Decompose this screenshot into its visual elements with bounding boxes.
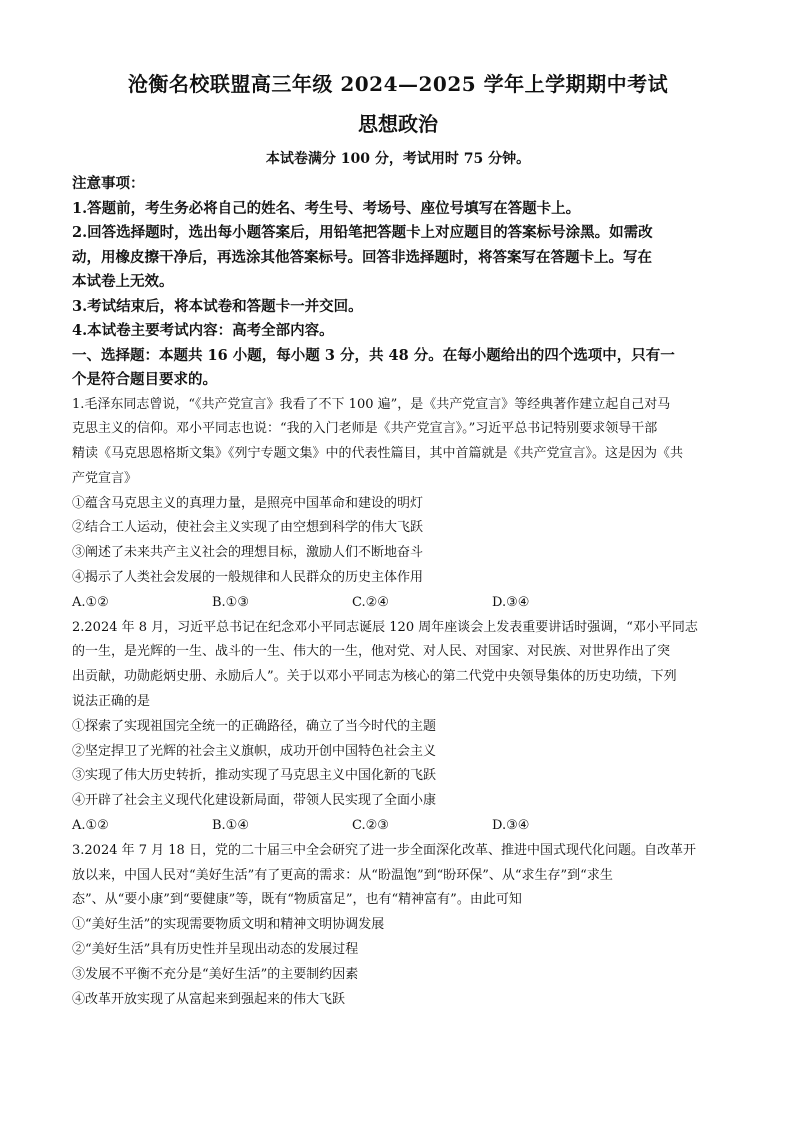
statement-option: ③发展不平衡不充分是“美好生活”的主要制约因素 [72,966,359,982]
question-stem: 放以来，中国人民对“美好生活”有了更高的需求：从“盼温饱”到“盼环保”、从“求生存”到“求生 [72,867,613,883]
question-1 [72,393,724,616]
statement-option: ②坚定捍卫了光辉的社会主义旗帜，成功开创中国特色社会主义 [72,743,437,759]
question-stem: 3.2024 年 7 月 18 日，党的二十届三中全会研究了进一步全面深化改革、推进中国式现代化问题。自改革开 [72,842,696,858]
choice-b: B.①③ [212,594,249,610]
choice-c: C.②④ [352,594,389,610]
question-2 [72,616,724,839]
notes-heading: 注意事项： [72,175,145,192]
notes-item: 3.考试结束后，将本试卷和答题卡一并交回。 [72,297,363,315]
question-stem: 出贡献，功勋彪炳史册、永励后人”。关于以邓小平同志为核心的第二代党中央领导集体的历史功绩，下列 [72,669,677,685]
answer-choices [72,591,724,616]
statement-option: ②结合工人运动，使社会主义实现了由空想到科学的伟大飞跃 [72,520,424,536]
question-stem: 克思主义的信仰。邓小平同志也说：“我的入门老师是《共产党宣言》。”习近平总书记特别要求领导干部 [72,421,658,437]
question-stem: 说法正确的是 [72,694,151,710]
question-stem: 1.毛泽东同志曾说，“《共产党宣言》我看了不下 100 遍”，是《共产党宣言》等经典著作建立起自己对马 [72,396,671,412]
question-stem: 2.2024 年 8 月，习近平总书记在纪念邓小平同志诞辰 120 周年座谈会上发表重要讲话时强调，“邓小平同志 [72,619,698,635]
statement-option: ①探索了实现祖国完全统一的正确路径，确立了当今时代的主题 [72,718,437,734]
question-stem: 的一生，是光辉的一生、战斗的一生、伟大的一生，他对党、对人民、对国家、对民族、对世界作出了突 [72,644,671,660]
statement-option: ②“美好生活”具有历史性并呈现出动态的发展过程 [72,942,359,958]
exam-info: 本试卷满分 100 分，考试用时 75 分钟。 [265,151,531,167]
answer-choices [72,814,724,839]
exam-title: 沧衡名校联盟高三年级 2024—2025 学年上学期期中考试 [127,72,669,96]
statement-option: ③阐述了未来共产主义社会的理想目标，激励人们不断地奋斗 [72,545,424,561]
exam-subject: 思想政治 [358,112,438,136]
statement-option: ③实现了伟大历史转折，推动实现了马克思主义中国化新的飞跃 [72,768,437,784]
choice-d: D.③④ [492,818,530,834]
choice-c: C.②③ [352,818,389,834]
notes-item: 1.答题前，考生务必将自己的姓名、考生号、考场号、座位号填写在答题卡上。 [72,199,581,217]
choice-b: B.①④ [212,818,249,834]
notes-item: 本试卷上无效。 [72,273,174,290]
statement-option: ④揭示了人类社会发展的一般规律和人民群众的历史主体作用 [72,570,424,586]
notes-item: 2.回答选择题时，选出每小题答案后，用铅笔把答题卡上对应题目的答案标号涂黑。如需改 [72,224,653,241]
question-stem: 态”、从“要小康”到“要健康”等，既有“物质富足”，也有“精神富有”。由此可知 [72,892,522,908]
question-stem: 产党宣言》 [72,470,138,486]
notes-item: 动，用橡皮擦干净后，再选涂其他答案标号。回答非选择题时，将答案写在答题卡上。写在 [72,248,652,266]
statement-option: ④改革开放实现了从富起来到强起来的伟大飞跃 [72,991,346,1007]
notes-item: 4.本试卷主要考试内容：高考全部内容。 [72,322,334,339]
choice-a: A.①② [72,818,109,834]
choice-a: A.①② [72,594,109,610]
statement-option: ①蕴含马克思主义的真理力量，是照亮中国革命和建设的明灯 [72,495,424,511]
statement-option: ①“美好生活”的实现需要物质文明和精神文明协调发展 [72,917,385,933]
question-stem: 精读《马克思恩格斯文集》《列宁专题文集》中的代表性篇目，其中首篇就是《共产党宣言》。这是因为《共 [72,446,684,462]
choice-d: D.③④ [492,594,530,610]
section-heading: 一、选择题：本题共 16 小题，每小题 3 分，共 48 分。在每小题给出的四个选项中，只有一 [72,346,675,364]
section-heading-cont: 个是符合题目要求的。 [72,371,217,388]
statement-option: ④开辟了社会主义现代化建设新局面，带领人民实现了全面小康 [72,793,437,809]
question-3 [72,839,724,1013]
notes-section [72,172,724,344]
